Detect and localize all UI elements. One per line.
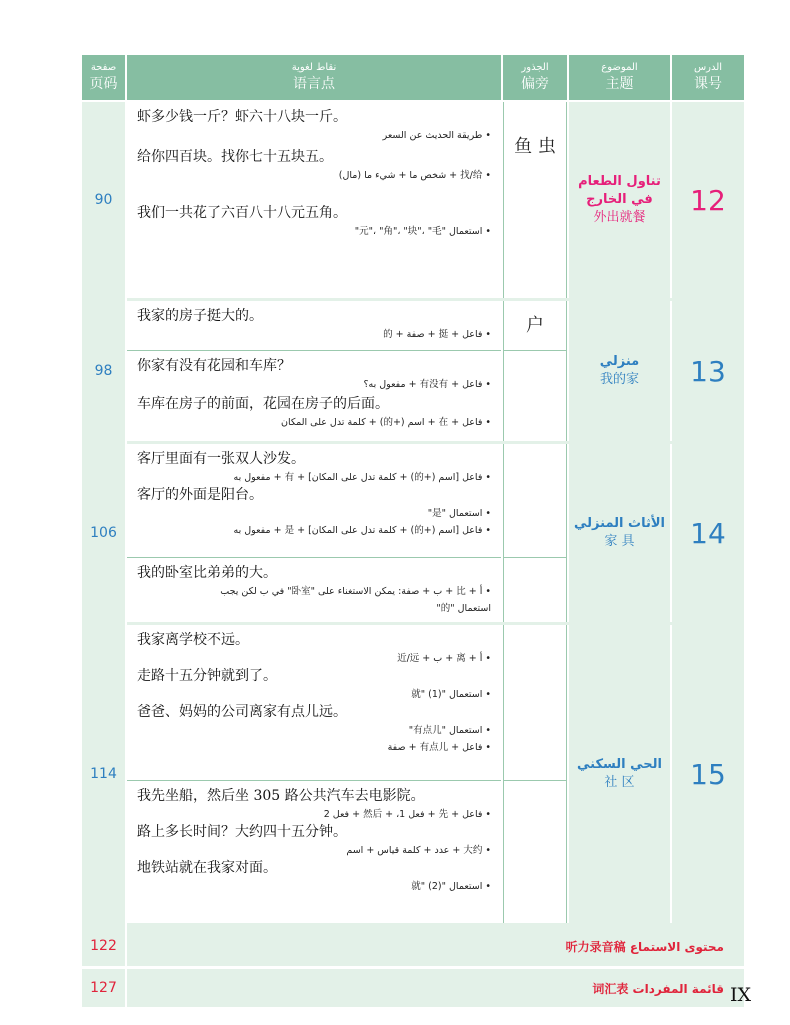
lesson-15-block-1: 我家离学校不远。 • أ + 离 + ب + 近/远 走路十五分钟就到了。 • استعمال "就" (1) 爸爸、妈妈的公司离家有点儿远。 • استعمال "有点儿" • فاعل + 有点儿 + صفة <box>127 625 501 781</box>
lesson-13-page[interactable]: 98 <box>82 301 125 441</box>
column-separator <box>125 55 127 1007</box>
lesson-15-radical-empty <box>503 625 567 781</box>
lesson-12-block-2: 我们一共花了六百八十八元五角。 • استعمال "元"، "角"، "块"، "毛" <box>127 198 501 254</box>
lesson-14-block-1: 客厅里面有一张双人沙发。 • فاعل [اسم (+的) + كلمة تدل على المكان] + 有 + مفعول به 客厅的外面是阳台。 • استعمال "是" • فاعل [اسم (+的) + كلمة تدل على المكان] + 是 + مفعول به <box>127 444 501 558</box>
lesson-15-radical-empty <box>503 781 567 923</box>
lesson-14-page[interactable]: 106 <box>82 444 125 622</box>
lesson-12-block-1: 虾多少钱一斤？虾六十八块一斤。 • طريقة الحديث عن السعر 给你四百块。找你七十五块五。 • 找/给 + شخص ما + شيء ما (مال) <box>127 102 501 242</box>
lesson-12-number: 12 <box>672 102 744 298</box>
lesson-13-topic: منزلي 我的家 <box>569 301 670 441</box>
lesson-14-radical-empty <box>503 558 567 622</box>
lesson-12-page[interactable]: 90 <box>82 102 125 298</box>
lesson-15-block-2: 我先坐船，然后坐 305 路公共汽车去电影院。 • فاعل + 先 + فعل 1، + 然后 + فعل 2 路上多长时间？大约四十五分钟。 • 大约 + عدد + كلمة قياس + اسم 地铁站就在我家对面。 • استعمال "就" (2) <box>127 781 501 923</box>
lesson-14-block-2: 我的卧室比弟弟的大。 • أ + 比 + ب + صفة: يمكن الاستغناء على "卧室" في ب لكن يجب استعمال "的" <box>127 558 501 622</box>
lesson-13-radical-empty <box>503 351 567 441</box>
header-page: صفحة 页码 <box>82 55 125 100</box>
lesson-15-number: 15 <box>672 625 744 923</box>
lesson-12-topic: تناول الطعام في الخارج 外出就餐 <box>569 102 670 298</box>
lesson-15-topic: الحي السكني 社 区 <box>569 625 670 923</box>
lesson-15-page[interactable]: 114 <box>82 625 125 923</box>
lesson-13-number: 13 <box>672 301 744 441</box>
appendix-listening-page[interactable]: 122 <box>82 926 125 966</box>
header-points: نقاط لغوية 语言点 <box>127 55 501 100</box>
lesson-12-radicals: 鱼 虫 <box>503 102 567 298</box>
lesson-13-block-2: 你家有没有花园和车库？ • فاعل + 有没有 + مفعول به؟ 车库在房子的前面，花园在房子的后面。 • فاعل + 在 + اسم (+的) + كلمة تدل على المكان <box>127 351 501 441</box>
appendix-vocabulary-label[interactable]: قائمة المفردات 词汇表 <box>127 969 744 1007</box>
header-radical: الجذور 偏旁 <box>503 55 567 100</box>
page-number: IX <box>730 984 752 1006</box>
lesson-14-number: 14 <box>672 444 744 622</box>
lesson-13-radicals: 户 <box>503 301 567 351</box>
appendix-vocabulary-page[interactable]: 127 <box>82 969 125 1007</box>
lesson-14-topic: الأثاث المنزلي 家 具 <box>569 444 670 622</box>
lesson-13-block-1: 我家的房子挺大的。 • فاعل + 挺 + صفة + 的 <box>127 301 501 351</box>
lesson-14-radical-empty <box>503 444 567 558</box>
header-topic: الموضوع 主题 <box>569 55 670 100</box>
appendix-listening-label[interactable]: محتوى الاستماع 听力录音稿 <box>127 926 744 966</box>
header-lesson: الدرس 课号 <box>672 55 744 100</box>
